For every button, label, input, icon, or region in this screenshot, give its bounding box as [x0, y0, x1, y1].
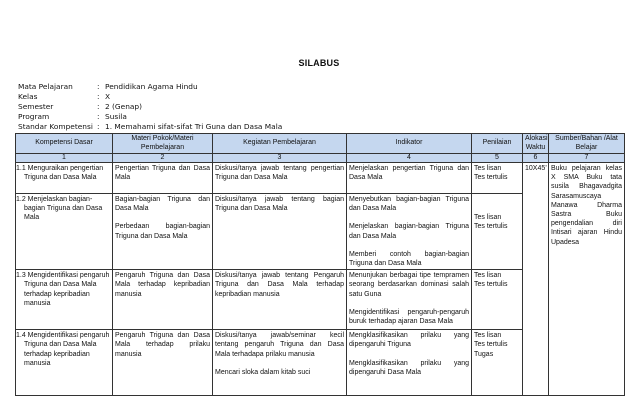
- meta-row: [18, 92, 282, 102]
- header-cell: Kompetensi Dasar: [16, 134, 113, 154]
- header-cell: Indikator: [347, 134, 472, 154]
- indikator-cell: [347, 163, 472, 194]
- kd-cell: 1.3 Mengidentifikasi pengaruh Triguna dan Dasa Mala terhadap kepribadian manusia: [16, 270, 113, 330]
- kegiatan-cell: [213, 330, 347, 396]
- column-number: 4: [347, 154, 472, 163]
- meta-key: Program: [18, 112, 50, 121]
- kegiatan-item: Mencari sloka dalam kitab suci: [215, 368, 311, 376]
- kegiatan-cell: Diskusi/tanya jawab tentang pengertian Triguna dan Dasa Mala: [213, 163, 347, 194]
- header-cell: Kegiatan Pembelajaran: [213, 134, 347, 154]
- materi-item: Perbedaan bagian-bagian Triguna dan Dasa Mala: [115, 223, 210, 240]
- meta-key: Standar Kompetensi: [18, 122, 93, 131]
- column-number: 1: [16, 154, 113, 163]
- penilaian-item: Tes tertulis: [474, 174, 508, 182]
- header-cell: Materi Pokok/Materi Pembelajaran: [113, 134, 213, 154]
- meta-value: 1. Memahami sifat-sifat Tri Guna dan Dasa Mala: [105, 122, 283, 131]
- penilaian-item: Tes tertulis: [474, 223, 508, 231]
- meta-key: Kelas: [18, 92, 38, 101]
- header-cell: Penilaian: [472, 134, 523, 154]
- meta-row: [18, 112, 282, 122]
- indikator-cell: [347, 194, 472, 270]
- meta-value: X: [105, 92, 111, 101]
- penilaian-item: Tes tertulis: [474, 341, 508, 349]
- sumber-cell: Buku pelajaran kelas X SMA Buku tata susila Bhagavadgita Sarasamuscaya Manawa Dharma Sastra Buku pengendalian diri Intisari ajaran Hindu Upadesa: [549, 163, 625, 396]
- materi-cell: Pengaruh Triguna dan Dasa Mala terhadap prilaku manusia: [113, 330, 213, 396]
- indikator-item: Mengidentifikasi pengaruh-pengaruh buruk terhadap ajaran Dasa Mala: [349, 308, 469, 326]
- kd-cell: 1.1 Menguraikan pengertian Triguna dan Dasa Mala: [16, 163, 113, 194]
- materi-cell: Pengaruh Triguna dan Dasa Mala terhadap kepribadian manusia: [113, 270, 213, 330]
- kegiatan-cell: Diskusi/tanya jawab tentang bagian Triguna dan Dasa Mala: [213, 194, 347, 270]
- indikator-item: Mengklasifikasikan prilaku yang dipengaruhi Dasa Mala: [349, 359, 469, 376]
- indikator-cell: [347, 270, 472, 330]
- penilaian-cell: [472, 163, 523, 194]
- indikator-item: Mengklasifikasikan prilaku yang dipengaruhi Triguna: [349, 332, 469, 349]
- meta-value: Pendidikan Agama Hindu: [105, 82, 198, 91]
- penilaian-cell: [472, 194, 523, 270]
- meta-row: [18, 122, 282, 132]
- penilaian-item: Tes lisan: [474, 214, 502, 221]
- column-number-row: [16, 154, 625, 163]
- table-row: [16, 163, 625, 194]
- indikator-item: Menjelaskan bagian-bagian Triguna dan Dasa Mala: [349, 223, 469, 240]
- materi-cell: [113, 194, 213, 270]
- table-header-row: [16, 134, 625, 154]
- kd-cell: 1.4 Mengidentifikasi pengaruh Triguna dan Dasa Mala terhadap kepribadian manusia: [16, 330, 113, 396]
- meta-colon: :: [97, 92, 100, 101]
- meta-colon: :: [97, 102, 100, 111]
- kegiatan-cell: Diskusi/tanya jawab tentang Pengaruh Triguna dan Dasa Mala terhadap kepribadian manusia: [213, 270, 347, 330]
- column-number: 2: [113, 154, 213, 163]
- meta-row: [18, 82, 282, 92]
- penilaian-item: Tes lisan: [474, 332, 502, 340]
- kd-cell: 1.2 Menjelaskan bagian-bagian Triguna dan Dasa Mala: [16, 194, 113, 270]
- meta-colon: :: [97, 82, 100, 91]
- penilaian-item: Tes tertulis: [474, 281, 508, 289]
- meta-colon: :: [97, 122, 100, 131]
- meta-key: Mata Pelajaran: [18, 82, 73, 91]
- penilaian-cell: [472, 330, 523, 396]
- meta-key: Semester: [18, 102, 54, 111]
- syllabus-table: [15, 133, 625, 396]
- column-number: 5: [472, 154, 523, 163]
- materi-item: Bagian-bagian Triguna dan Dasa Mala: [115, 196, 210, 213]
- penilaian-item: Tugas: [474, 350, 494, 358]
- meta-value: 2 (Genap): [105, 102, 142, 111]
- indikator-item: Memberi contoh bagian-bagian Triguna dan Dasa Mala: [349, 250, 469, 268]
- penilaian-cell: [472, 270, 523, 330]
- meta-row: [18, 102, 282, 112]
- meta-value: Susila: [105, 112, 127, 121]
- header-cell: Alokasi Waktu: [523, 134, 549, 154]
- column-number: 7: [549, 154, 625, 163]
- indikator-cell: [347, 330, 472, 396]
- meta-colon: :: [97, 112, 100, 121]
- penilaian-item: Tes lisan: [474, 165, 502, 172]
- indikator-item: Menjelaskan pengertian Triguna dan Dasa Mala: [349, 165, 469, 182]
- indikator-item: Menunjukan berbagai tipe tempramen seorang berdasarkan dominasi salah satu Guna: [349, 272, 469, 298]
- materi-cell: Pengertian Triguna dan Dasa Mala: [113, 163, 213, 194]
- column-number: 6: [523, 154, 549, 163]
- penilaian-item: Tes lisan: [474, 272, 502, 280]
- document-title: SILABUS: [298, 58, 340, 68]
- kegiatan-item: Diskusi/tanya jawab/seminar kecil tentang pengaruh Triguna dan Dasa Mala terhadapa prilaku manusia: [215, 332, 344, 358]
- column-number: 3: [213, 154, 347, 163]
- alokasi-cell: 10X45’: [523, 163, 549, 396]
- header-cell: Sumber/Bahan /Alat Belajar: [549, 134, 625, 154]
- indikator-item: Menyebutkan bagian-bagian Triguna dan Dasa Mala: [349, 196, 469, 213]
